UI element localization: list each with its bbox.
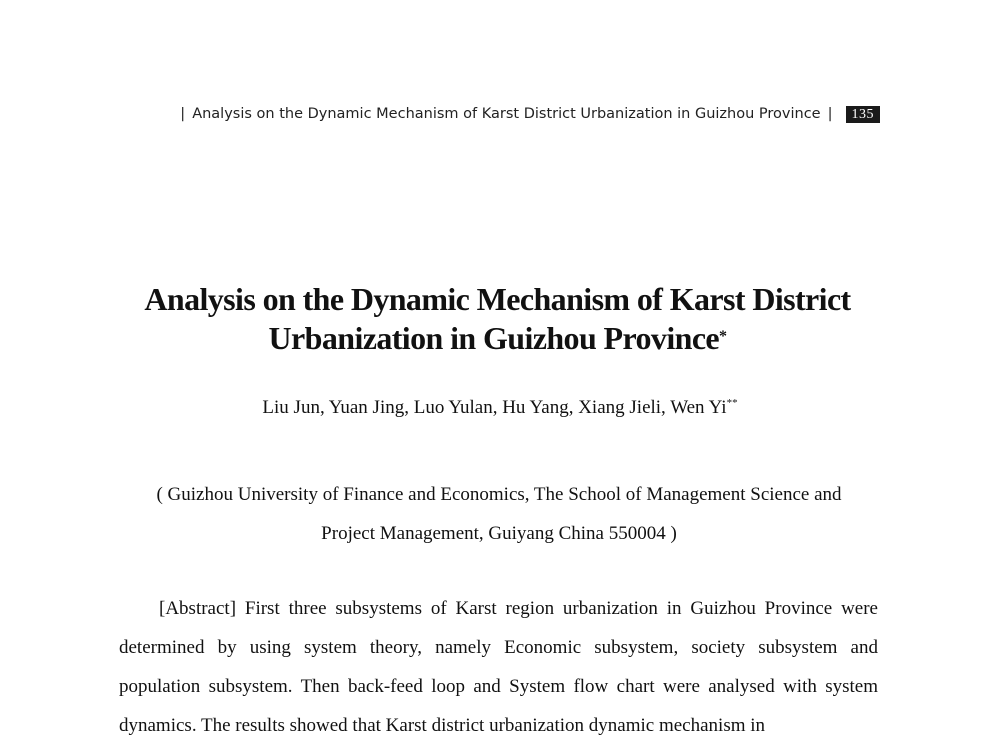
paper-title bbox=[90, 280, 905, 358]
page-number: 135 bbox=[846, 106, 881, 123]
title-footnote-mark: * bbox=[719, 328, 727, 345]
running-title: Analysis on the Dynamic Mechanism of Karst District Urbanization in Guizhou Province bbox=[192, 106, 821, 122]
author-footnote-mark: ** bbox=[726, 397, 738, 409]
title-line-2 bbox=[90, 319, 905, 358]
header-divider-left: | bbox=[180, 106, 186, 122]
running-header bbox=[168, 103, 880, 125]
affiliation bbox=[110, 475, 888, 553]
author-names: Liu Jun, Yuan Jing, Luo Yulan, Hu Yang, Xiang Jieli, Wen Yi bbox=[262, 397, 727, 418]
title-line-1: Analysis on the Dynamic Mechanism of Karst District bbox=[144, 281, 851, 317]
header-divider-right: | bbox=[827, 106, 833, 122]
abstract-paragraph: [Abstract] First three subsystems of Karst region urbanization in Guizhou Province were determined by using system theory, namely Economic subsystem, society subsystem and population subsystem. Then back-feed loop and System flow chart were analysed with system dynamics. The results showed that Karst district urbanization dynamic mechanism in bbox=[119, 598, 878, 736]
affiliation-line-2: Project Management, Guiyang China 550004 ) bbox=[321, 523, 677, 544]
affiliation-line-1: ( Guizhou University of Finance and Economics, The School of Management Science and bbox=[156, 484, 842, 505]
author-list bbox=[100, 397, 900, 419]
title-line-2-text: Urbanization in Guizhou Province bbox=[268, 320, 720, 356]
